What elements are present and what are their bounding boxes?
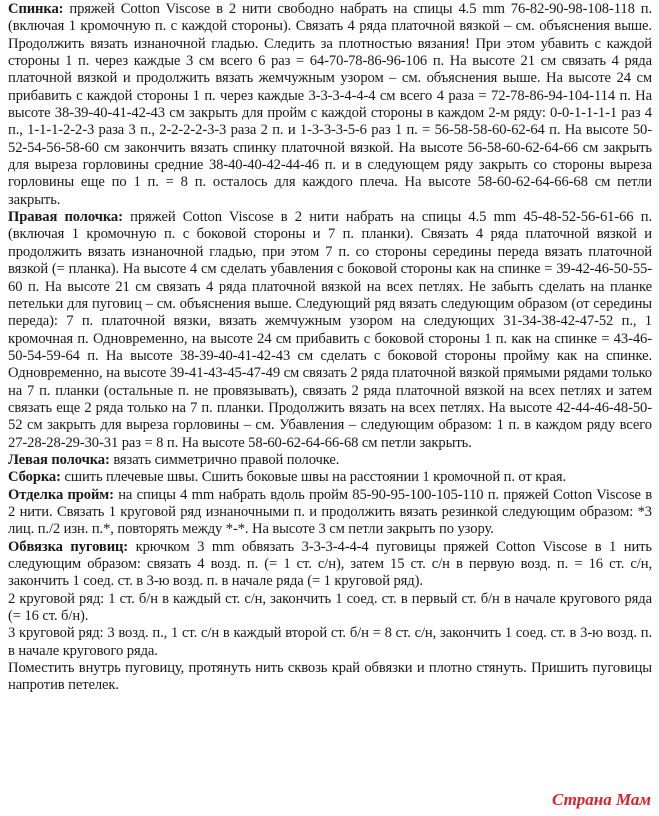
section-back xyxy=(8,1,652,209)
section-text: вязать симметрично правой полочке. xyxy=(109,451,340,468)
knitting-instructions xyxy=(8,1,652,695)
section-right-front xyxy=(8,209,652,452)
round-2-paragraph xyxy=(8,591,652,626)
section-button-covering xyxy=(8,539,652,591)
section-left-front xyxy=(8,452,652,469)
section-heading: Отделка пройм: xyxy=(8,486,114,503)
section-text: 3 круговой ряд: 3 возд. п., 1 ст. с/н в каждый второй ст. б/н = 8 ст. с/н, закончить 1 соед. ст. в 3-ю возд. п. в начале кругового ряда. xyxy=(8,625,652,659)
round-3-paragraph xyxy=(8,625,652,660)
section-text: крючком 3 mm обвязать 3-3-3-4-4-4 пуговицы пряжей Cotton Viscose в 1 нить следующим образом: связать 4 возд. п. (= 1 ст. с/н), затем 15 ст. с/н в первую возд. п. = 16 ст. с/н, закончить 1 соед. ст. в 3-ю возд. п. в начале ряда (= 1 круговой ряд). xyxy=(8,538,652,590)
site-watermark-logo: Страна Мам xyxy=(551,790,651,809)
section-armhole-finishing xyxy=(8,487,652,539)
section-heading: Левая полочка: xyxy=(8,451,110,468)
section-heading: Спинка: xyxy=(8,1,64,17)
section-heading: Правая полочка: xyxy=(8,209,123,226)
section-text: на спицы 4 mm набрать вдоль пройм 85-90-95-100-105-110 п. пряжей Cotton Viscose в 2 нити. Связать 1 круговой ряд изнаночными п. и продолжить вязать резинкой следующим образом: *3 лиц. п./2 изн. п.*, повторять между *-*. На высоте 3 см петли закрыть по узору. xyxy=(8,486,653,538)
finishing-paragraph xyxy=(8,660,652,695)
section-assembly xyxy=(8,469,652,486)
section-heading: Сборка: xyxy=(8,469,61,486)
section-text: сшить плечевые швы. Сшить боковые швы на расстоянии 1 кромочной п. от края. xyxy=(60,469,566,486)
section-heading: Обвязка пуговиц: xyxy=(8,538,129,555)
section-text: пряжей Cotton Viscose в 2 нити набрать на спицы 4.5 mm 45-48-52-56-61-66 п. (включая 1 кромочную п. с боковой стороны и 7 п. планки). Связать 4 ряда платочной вязкой и продолжить вязать изнаночной гладью, при этом 7 п. со стороны середины переда вязать платочной вязкой (= планка). На высоте 4 см сделать убавления с боковой стороны как на спинке = 39-42-46-50-55-60 п. На высоте 21 см связать 4 ряда платочной вязкой на всех петлях. Не забыть сделать на планке петельки для пуговиц – см. объяснения выше. Следующий ряд вязать следующим образом (от середины переда): 7 п. платочной вязки, вязать жемчужным узором на следующих 31-34-38-42-47-52 п., 1 кромочная п. Одновременно, на высоте 24 см прибавить с боковой стороны 1 п. как на спинке = 43-46-50-54-59-64 п. На высоте 38-39-40-41-42-43 см сделать с боковой стороны пройму как на спинке. Одновременно, на высоте 39-41-43-45-47-49 см связать 2 ряда платочной вязкой прямыми рядами только на 7 п. планки (остальные п. не провязывать), связать 2 ряда платочной вязкой на всех петлях и затем связать еще 2 ряда только на 7 п. планки. Продолжить вязать на всех петлях. На высоте 42-44-46-48-50-52 см закрыть для выреза горловины – см. Убавления – следующим образом: 1 п. в каждом ряду всего 27-28-28-29-30-31 раз = 8 п. На высоте 58-60-62-64-66-68 см петли закрыть. xyxy=(8,209,653,451)
section-text: 2 круговой ряд: 1 ст. б/н в каждый ст. с/н, закончить 1 соед. ст. в первый ст. б/н в начале кругового ряда (= 16 ст. б/н). xyxy=(8,590,652,625)
section-text: пряжей Cotton Viscose в 2 нити свободно набрать на спицы 4.5 mm 76-82-90-98-108-118 п. (включая 1 кромочную п. с каждой стороны). Связать 4 ряда платочной вязкой – см. объяснения выше. Продолжить вязать изнаночной гладью. Следить за плотностью вязания! При этом убавить с каждой стороны 1 п. через каждые 3 см всего 6 раз = 64-70-78-86-96-106 п. На высоте 21 см связать 4 ряда платочной вязкой и продолжить вязать жемчужным узором – см. объяснения выше. На высоте 24 см прибавить с каждой стороны 1 п. через каждые 3-3-3-4-4-4 см всего 4 раза = 72-78-86-94-104-114 п. На высоте 38-39-40-41-42-43 см закрыть для пройм с каждой стороны в каждом 2-м ряду: 0-0-1-1-1-1 раз 4 п., 1-1-1-2-2-3 раза 3 п., 2-2-2-2-3-3 раза 2 п. и 1-3-3-3-5-6 раз 1 п. = 56-58-58-60-62-64 п. На высоте 50-52-54-56-58-60 см закончить вязать спинку платочной вязкой. На высоте 56-58-60-62-64-66 см закрыть для выреза горловины средние 38-40-40-42-44-46 п. и в следующем ряду закрыть со стороны выреза горловины еще по 1 п. = 8 п. осталось для каждого плеча. На высоте 58-60-62-64-66-68 см петли закрыть. xyxy=(8,1,652,208)
section-text: Поместить внутрь пуговицу, протянуть нить сквозь край обвязки и плотно стянуть. Пришить пуговицы напротив петелек. xyxy=(8,660,652,694)
